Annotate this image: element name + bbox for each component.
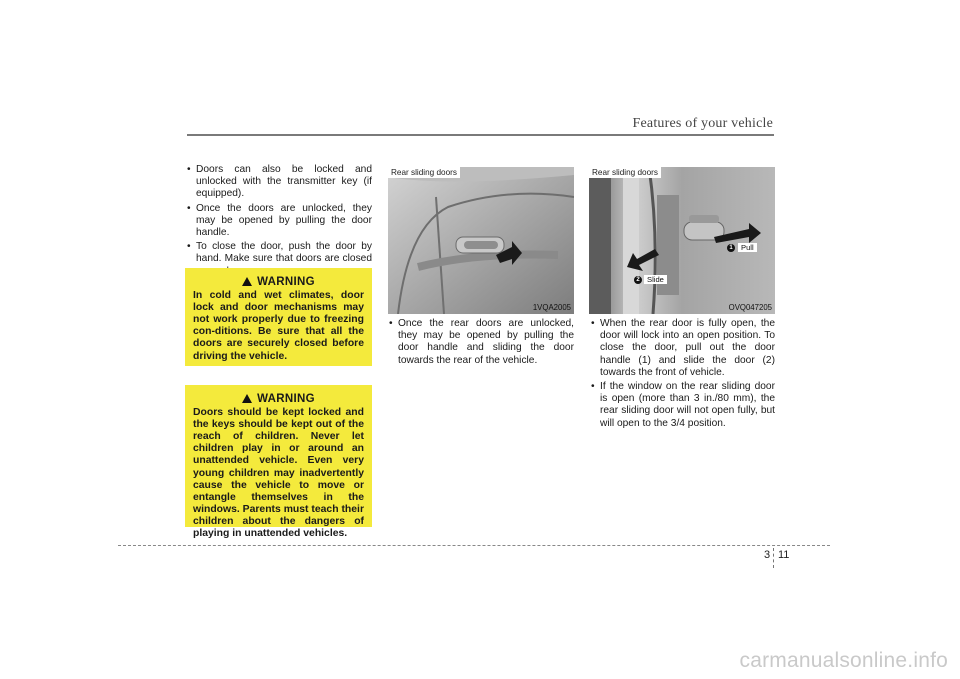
callout-pull: Pull bbox=[738, 243, 757, 252]
door-latch-illustration bbox=[589, 167, 775, 314]
column-2-text bbox=[387, 318, 574, 369]
callout-number-1: 1 bbox=[727, 244, 735, 252]
rear-door-open-photo bbox=[589, 167, 775, 314]
warning-heading bbox=[193, 393, 364, 405]
column-1-text bbox=[185, 164, 372, 280]
warning-heading-text: WARNING bbox=[257, 276, 315, 288]
list-item: • If the window on the rear sliding door is open (more than 3 in./80 mm), the rear sliding door will not open fully, but will open to the 3/4 position. bbox=[589, 381, 775, 430]
watermark: carmanualsonline.info bbox=[739, 649, 948, 672]
list-item: • When the rear door is fully open, the door will lock into an open position. To close the door, pull out the door handle (1) and slide the door (2) towards the front of vehicle. bbox=[589, 318, 775, 379]
list-item: • Once the rear doors are unlocked, they may be opened by pulling the door handle and sliding the door towards the rear of the vehicle. bbox=[387, 318, 574, 367]
warning-triangle-icon bbox=[242, 277, 252, 286]
warning-box-freezing bbox=[185, 268, 372, 366]
list-item: • To close the door, push the door by hand. Make sure that doors are closed bbox=[185, 241, 372, 278]
figure-code: OVQ047205 bbox=[728, 303, 772, 312]
page-number: 11 bbox=[778, 549, 790, 561]
warning-body: Doors should be kept locked and the keys should be kept out of the reach of children. Never let children play in or around an unattended vehicle. Even very young children may inadvertently cause the vehicle to move or entangle themselves in the windows. Parents must teach their children about the dangers of playing in unattended vehicles. bbox=[193, 407, 364, 540]
door-handle-illustration bbox=[388, 167, 574, 314]
list-item: • Doors can also be locked and unlocked with the transmitter key (if equipped). bbox=[185, 164, 372, 201]
column-1-bullets bbox=[185, 164, 372, 278]
warning-heading bbox=[193, 276, 364, 288]
chapter-number: 3 bbox=[764, 549, 771, 561]
warning-box-children bbox=[185, 385, 372, 540]
page-header-title: Features of your vehicle bbox=[632, 116, 773, 131]
warning-body: In cold and wet climates, door lock and door mechanisms may not work properly due to freezing con-ditions. Be sure that all the doors are securely closed before driving the vehicle. bbox=[193, 290, 364, 362]
callout-number-2: 2 bbox=[634, 276, 642, 284]
page-number-separator bbox=[773, 548, 774, 568]
column-2-bullets bbox=[387, 318, 574, 367]
warning-heading-text: WARNING bbox=[257, 393, 315, 405]
figure-label: Rear sliding doors bbox=[388, 167, 460, 178]
rear-door-handle-photo bbox=[388, 167, 574, 314]
callout-slide: Slide bbox=[644, 275, 667, 284]
column-3-text bbox=[589, 318, 775, 432]
warning-triangle-icon bbox=[242, 394, 252, 403]
list-item: • Once the doors are unlocked, they may be opened by pulling the door handle. bbox=[185, 203, 372, 240]
column-3-bullets bbox=[589, 318, 775, 430]
footer-rule bbox=[118, 545, 830, 546]
figure-label: Rear sliding doors bbox=[589, 167, 661, 178]
figure-code: 1VQA2005 bbox=[532, 303, 571, 312]
header-rule bbox=[187, 134, 774, 136]
